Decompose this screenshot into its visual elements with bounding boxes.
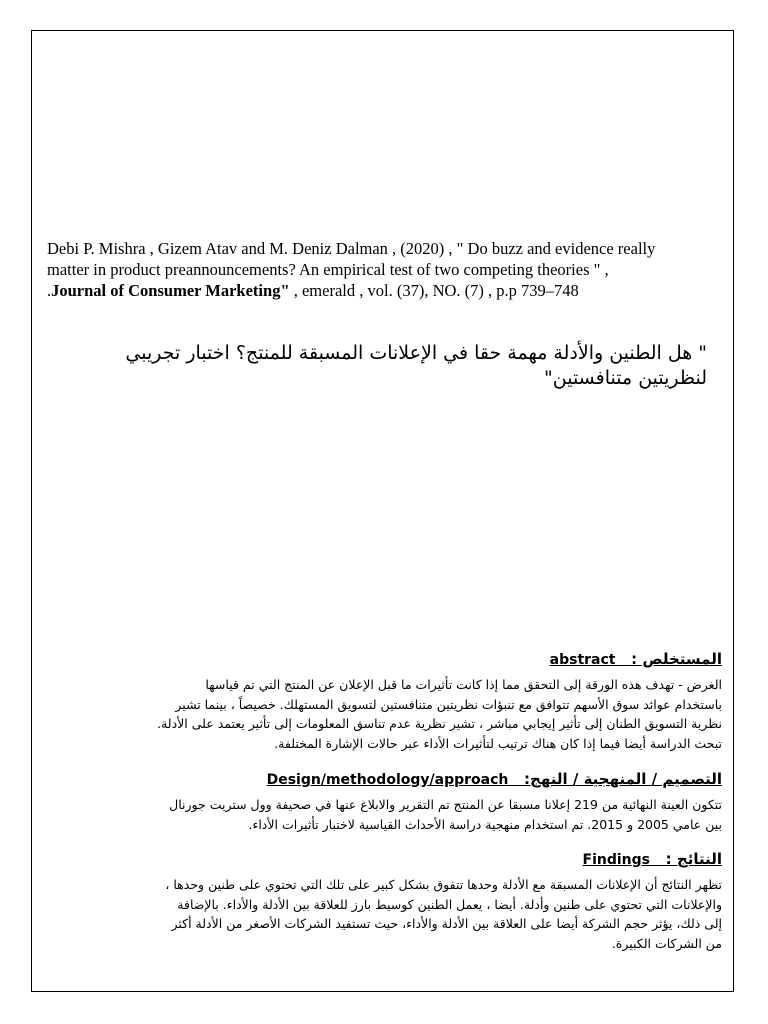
design-line: تتكون العينة النهائية من 219 إعلانا مسبقا عن المنتج تم التقرير والابلاغ عنها في صحيفة وول ستريت جورنال bbox=[169, 797, 722, 812]
citation-line-2: matter in product preannouncements? An empirical test of two competing theories " , bbox=[47, 260, 609, 279]
design-section bbox=[46, 769, 722, 834]
findings-heading bbox=[46, 849, 722, 870]
abstract-section bbox=[46, 649, 722, 753]
document-page bbox=[31, 30, 734, 992]
abstract-heading bbox=[46, 649, 722, 670]
design-body bbox=[46, 795, 722, 834]
findings-body bbox=[46, 875, 722, 953]
arabic-title: " هل الطنين والأدلة مهمة حقا في الإعلانات المسبقة للمنتج؟ اختبار تجريبي لنظريتين متنافستين" bbox=[125, 342, 707, 389]
findings-section bbox=[46, 849, 722, 953]
design-heading-ar: التصميم / المنهجية / النهج: bbox=[524, 770, 722, 788]
citation bbox=[47, 238, 722, 301]
abstract-line: نظرية التسويق الطنان إلى تأثير إيجابي مباشر ، تشير نظرية عدم تناسق المعلومات إلى تأثير يعتمد على الأدلة. bbox=[157, 716, 722, 731]
findings-line: تظهر النتائج أن الإعلانات المسبقة مع الأدلة وحدها تتفوق بشكل كبير على تلك التي تحتوي على طنين وحدها ، bbox=[165, 877, 722, 892]
findings-line: إلى ذلك، يؤثر حجم الشركة أيضا على العلاقة بين الأدلة والأداء، حيث تستفيد الشركات الأصغر من الأدلة أكثر bbox=[171, 916, 722, 931]
citation-line-3-prefix: . bbox=[47, 281, 52, 300]
abstract-body bbox=[46, 675, 722, 753]
journal-name: Journal of Consumer Marketing" bbox=[51, 281, 290, 300]
abstract-heading-ar: المستخلص : bbox=[631, 650, 722, 668]
design-heading bbox=[46, 769, 722, 790]
abstract-line: تبحث الدراسة أيضا فيما إذا كان هناك ترتيب لتأثيرات الأداء عبر حالات الإشارة المختلفة. bbox=[274, 735, 722, 751]
findings-heading-en: Findings bbox=[582, 852, 650, 868]
citation-line-3-suffix: , emerald , vol. (37), NO. (7) , p.p 739–748 bbox=[289, 281, 579, 300]
design-line: بين عامي 2005 و 2015. تم استخدام منهجية دراسة الأحداث القياسية لاختبار تأثيرات الأداء. bbox=[248, 816, 722, 832]
abstract-line: الغرض - تهدف هذه الورقة إلى التحقق مما إذا كانت تأثيرات ما قبل الإعلان عن المنتج التي تم قياسها bbox=[205, 677, 722, 692]
findings-line: والإعلانات التي تحتوي على طنين وأدلة. أيضا ، يعمل الطنين كوسيط بارز للعلاقة بين الأدلة والأداء. بالإضافة bbox=[177, 896, 722, 912]
citation-line-3 bbox=[47, 280, 722, 301]
abstract-heading-en: abstract bbox=[549, 652, 616, 668]
abstract-line: باستخدام عوائد سوق الأسهم تتوافق مع تنبؤات نظريتين متنافستين لتسويق المستهلك. خصيصاً ، بينما تشير bbox=[175, 696, 722, 712]
findings-line: من الشركات الكبيرة. bbox=[611, 935, 722, 951]
findings-heading-ar: النتائج : bbox=[665, 850, 722, 868]
citation-line-1: Debi P. Mishra , Gizem Atav and M. Deniz Dalman , (2020) , " Do buzz and evidence really bbox=[47, 239, 656, 258]
design-heading-en: Design/methodology/approach bbox=[266, 772, 509, 788]
